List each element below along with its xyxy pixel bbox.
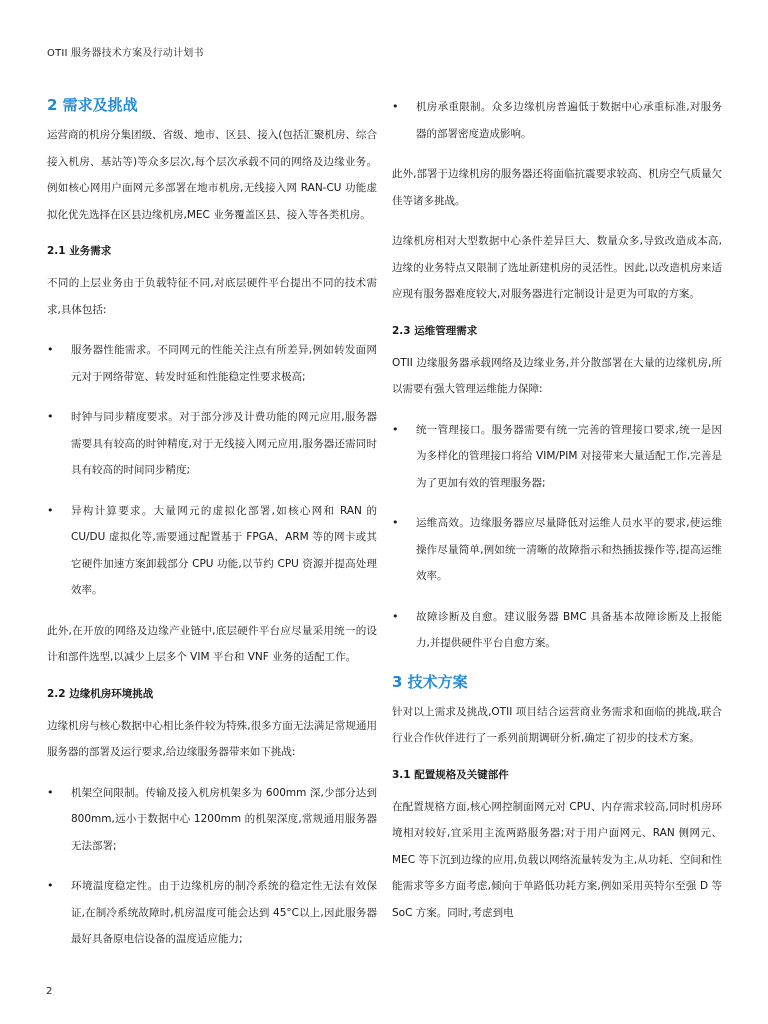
list-item: • 故障诊断及自愈。建议服务器 BMC 具备基本故障诊断及上报能力,并提供硬件平台自愈方案。 bbox=[392, 604, 722, 657]
list-item: • 服务器性能需求。不同网元的性能关注点有所差异,例如转发面网元对于网络带宽、转发时延和性能稳定性要求极高; bbox=[47, 337, 377, 390]
list-item: • 统一管理接口。服务器需要有统一完善的管理接口要求,统一是因为多样化的管理接口将给 VIM/PIM 对接带来大量适配工作,完善是为了更加有效的管理服务器; bbox=[392, 417, 722, 497]
section-2-2-list-continued bbox=[392, 94, 722, 147]
list-item: • 运维高效。边缘服务器应尽量降低对运维人员水平的要求,使运维操作尽量简单,例如统一清晰的故障指示和热插拔操作等,提高运维效率。 bbox=[392, 510, 722, 590]
section-3-1-paragraph: 在配置规格方面,核心网控制面网元对 CPU、内存需求较高,同时机房环境相对较好,宜采用主流两路服务器;对于用户面网元、RAN 侧网元、MEC 等下沉到边缘的应用,负载以网络流量转发为主,从功耗、空间和性能需求等多方面考虑,倾向于单路低功耗方案,例如采用英特尔至强 D 等 SoC 方案。同时,考虑到电 bbox=[392, 800, 722, 919]
section-2-3-list bbox=[392, 417, 722, 657]
section-2-2-paragraph-2: 边缘机房相对大型数据中心条件差异巨大、数量众多,导致改造成本高,边缘的业务特点又限制了选址新建机房的灵活性。因此,以改造机房来适应现有服务器难度较大,对服务器进行定制设计是更为可取的方案。 bbox=[392, 235, 722, 300]
section-2-2-list bbox=[47, 780, 377, 953]
section-2-1-title: 2.1 业务需求 bbox=[47, 245, 112, 257]
section-2-3-intro: OTII 边缘服务器承载网络及边缘业务,并分散部署在大量的边缘机房,所以需要有强大管理运维能力保障: bbox=[392, 356, 722, 395]
section-3-1-title: 3.1 配置规格及关键部件 bbox=[392, 768, 509, 781]
list-item: • 时钟与同步精度要求。对于部分涉及计费功能的网元应用,服务器需要具有较高的时钟精度,对于无线接入网元应用,服务器还需同时具有较高的时间同步精度; bbox=[47, 404, 377, 484]
list-item: • 异构计算要求。大量网元的虚拟化部署,如核心网和 RAN 的 CU/DU 虚拟化等,需要通过配置基于 FPGA、ARM 等的网卡或其它硬件加速方案卸载部分 CPU 功能,以节约 CPU 资源并提高处理效率。 bbox=[47, 498, 377, 604]
section-2-1-list bbox=[47, 337, 377, 604]
section-2-2-paragraph-1: 此外,部署于边缘机房的服务器还将面临抗震要求较高、机房空气质量欠佳等诸多挑战。 bbox=[392, 168, 722, 207]
section-3-title: 3 技术方案 bbox=[392, 672, 468, 691]
list-item: • 环境温度稳定性。由于边缘机房的制冷系统的稳定性无法有效保证,在制冷系统故障时,机房温度可能会达到 45°C以上,因此服务器最好具备原电信设备的温度适应能力; bbox=[47, 873, 377, 953]
right-column bbox=[392, 94, 722, 940]
section-2-1-intro: 不同的上层业务由于负载特征不同,对底层硬件平台提出不同的技术需求,具体包括: bbox=[47, 277, 377, 316]
section-2-2-title: 2.2 边缘机房环境挑战 bbox=[47, 687, 154, 700]
list-item: • 机架空间限制。传输及接入机房机架多为 600mm 深,少部分达到 800mm,远小于数据中心 1200mm 的机架深度,常规通用服务器无法部署; bbox=[47, 780, 377, 860]
section-2-1-outro: 此外,在开放的网络及边缘产业链中,底层硬件平台应尽量采用统一的设计和部件选型,以减少上层多个 VIM 平台和 VNF 业务的适配工作。 bbox=[47, 624, 377, 663]
page-number: 2 bbox=[46, 986, 53, 997]
section-2-2-intro: 边缘机房与核心数据中心相比条件较为特殊,很多方面无法满足常规通用服务器的部署及运行要求,给边缘服务器带来如下挑战: bbox=[47, 719, 377, 758]
section-2-title: 2 需求及挑战 bbox=[47, 96, 138, 114]
left-column bbox=[47, 94, 377, 967]
running-header: OTII 服务器技术方案及行动计划书 bbox=[47, 48, 204, 59]
list-item: • 机房承重限制。众多边缘机房普遍低于数据中心承重标准,对服务器的部署密度造成影响。 bbox=[392, 94, 722, 147]
section-3-intro: 针对以上需求及挑战,OTII 项目结合运营商业务需求和面临的挑战,联合行业合作伙伴进行了一系列前期调研分析,确定了初步的技术方案。 bbox=[392, 705, 722, 744]
section-2-intro: 运营商的机房分集团级、省级、地市、区县、接入(包括汇聚机房、综合接入机房、基站等)等众多层次,每个层次承载不同的网络及边缘业务。例如核心网用户面网元多部署在地市机房,无线接入网 RAN-CU 功能虚拟化优先选择在区县边缘机房,MEC 业务覆盖区县、接入等各类机房。 bbox=[47, 129, 377, 221]
section-2-3-title: 2.3 运维管理需求 bbox=[392, 324, 478, 337]
